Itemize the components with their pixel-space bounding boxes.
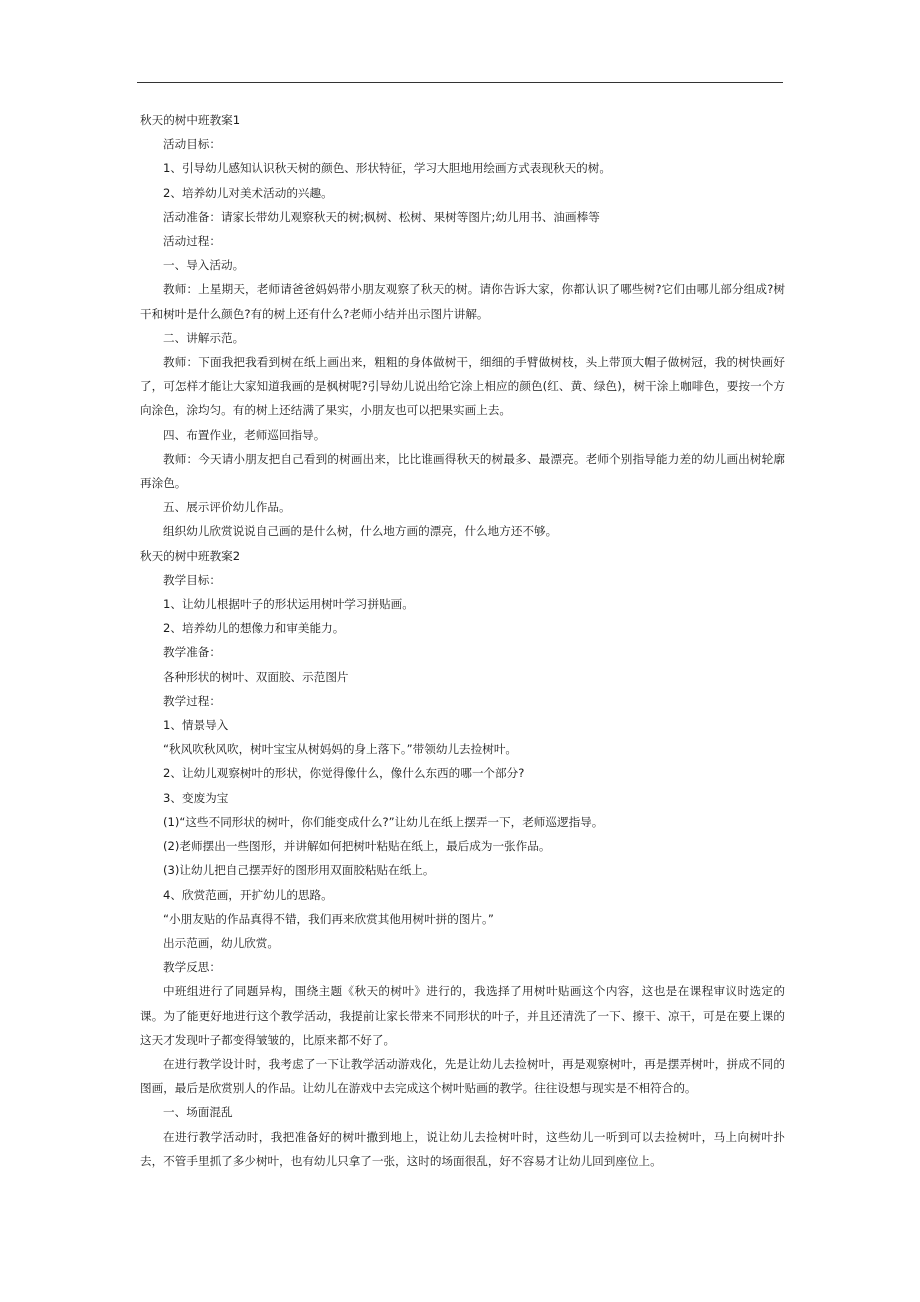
paragraph: 3、变废为宝 (163, 790, 229, 805)
paragraph: 4、欣赏范画，开扩幼儿的思路。 (163, 887, 333, 902)
paragraph: 教师：下面我把我看到树在纸上画出来，粗粗的身体做树干，细细的手臂做树枝，头上带顶大帽子做树冠，我的树快画好了，可怎样才能让大家知道我画的是枫树呢?引导幼儿说出给它涂上相应的颜色(红、黄、绿色)，树干涂上咖啡色，要按一个方向涂色，涂均匀。有的树上还结满了果实，小朋友也可以把果实画上去。 (140, 355, 785, 418)
paragraph: 教学准备： (163, 645, 221, 660)
paragraph: 出示范画，幼儿欣赏。 (163, 935, 279, 950)
paragraph: 2、培养幼儿对美术活动的兴趣。 (163, 185, 333, 200)
paragraph: 2、让幼儿观察树叶的形状，你觉得像什么，像什么东西的哪一个部分? (163, 766, 525, 781)
paragraph: (1)“这些不同形状的树叶，你们能变成什么?”让幼儿在纸上摆弄一下，老师巡逻指导。 (163, 814, 604, 829)
paragraph: 2、培养幼儿的想像力和审美能力。 (163, 621, 345, 636)
header-rule (137, 82, 783, 83)
paragraph: 二、讲解示范。 (163, 330, 245, 345)
paragraph: 一、场面混乱 (163, 1105, 233, 1120)
paragraph: 1、让幼儿根据叶子的形状运用树叶学习拼贴画。 (163, 597, 414, 612)
paragraph: (3)让幼儿把自己摆弄好的图形用双面胶粘贴在纸上。 (163, 863, 435, 878)
paragraph: 1、情景导入 (163, 718, 229, 733)
paragraph: 教学反思： (163, 960, 221, 975)
paragraph: 一、导入活动。 (163, 258, 245, 273)
paragraph: 1、引导幼儿感知认识秋天树的颜色、形状特征，学习大胆地用绘画方式表现秋天的树。 (163, 161, 611, 176)
section-title: 秋天的树中班教案2 (140, 548, 241, 563)
paragraph: 教师：上星期天，老师请爸爸妈妈带小朋友观察了秋天的树。请你告诉大家，你都认识了哪些树?它们由哪儿部分组成?树干和树叶是什么颜色?有的树上还有什么?老师小结并出示图片讲解。 (140, 282, 785, 321)
paragraph: 活动过程： (163, 234, 221, 249)
paragraph: “秋风吹秋风吹，树叶宝宝从树妈妈的身上落下。”带领幼儿去捡树叶。 (163, 742, 518, 757)
document-body (140, 108, 785, 1173)
paragraph: 在进行教学活动时，我把准备好的树叶撒到地上，说让幼儿去捡树叶时，这些幼儿一听到可以去捡树叶，马上向树叶扑去，不管手里抓了多少树叶，也有幼儿只拿了一张，这时的场面很乱，好不容易才让幼儿回到座位上。 (140, 1129, 785, 1168)
paragraph: 组织幼儿欣赏说说自己画的是什么树，什么地方画的漂亮，什么地方还不够。 (163, 524, 558, 539)
paragraph: 中班组进行了同题异构，围绕主题《秋天的树叶》进行的，我选择了用树叶贴画这个内容，这也是在课程审议时选定的课。为了能更好地进行这个教学活动，我提前让家长带来不同形状的叶子，并且还清洗了一下、擦干、凉干，可是在要上课的这天才发现叶子都变得皱皱的，比原来都不好了。 (140, 984, 785, 1047)
paragraph: 四、布置作业，老师巡回指导。 (163, 427, 326, 442)
paragraph: 在进行教学设计时，我考虑了一下让教学活动游戏化，先是让幼儿去捡树叶，再是观察树叶，再是摆弄树叶，拼成不同的图画，最后是欣赏别人的作品。让幼儿在游戏中去完成这个树叶贴画的教学。往往设想与现实是不相符合的。 (140, 1056, 785, 1096)
paragraph: 各种形状的树叶、双面胶、示范图片 (163, 669, 349, 684)
paragraph: (2)老师摆出一些图形，并讲解如何把树叶粘贴在纸上，最后成为一张作品。 (163, 839, 551, 854)
paragraph: 活动目标： (163, 137, 221, 152)
paragraph: 教师：今天请小朋友把自己看到的树画出来，比比谁画得秋天的树最多、最漂亮。老师个别指导能力差的幼儿画出树轮廓再涂色。 (140, 451, 785, 491)
paragraph: 教学目标： (163, 572, 221, 587)
paragraph: 五、展示评价幼儿作品。 (163, 500, 291, 515)
paragraph: 活动准备：请家长带幼儿观察秋天的树;枫树、松树、果树等图片;幼儿用书、油画棒等 (163, 209, 600, 224)
section-title: 秋天的树中班教案1 (140, 113, 241, 127)
paragraph: 教学过程： (163, 693, 221, 708)
paragraph: “小朋友贴的作品真得不错，我们再来欣赏其他用树叶拼的图片。” (163, 911, 494, 926)
